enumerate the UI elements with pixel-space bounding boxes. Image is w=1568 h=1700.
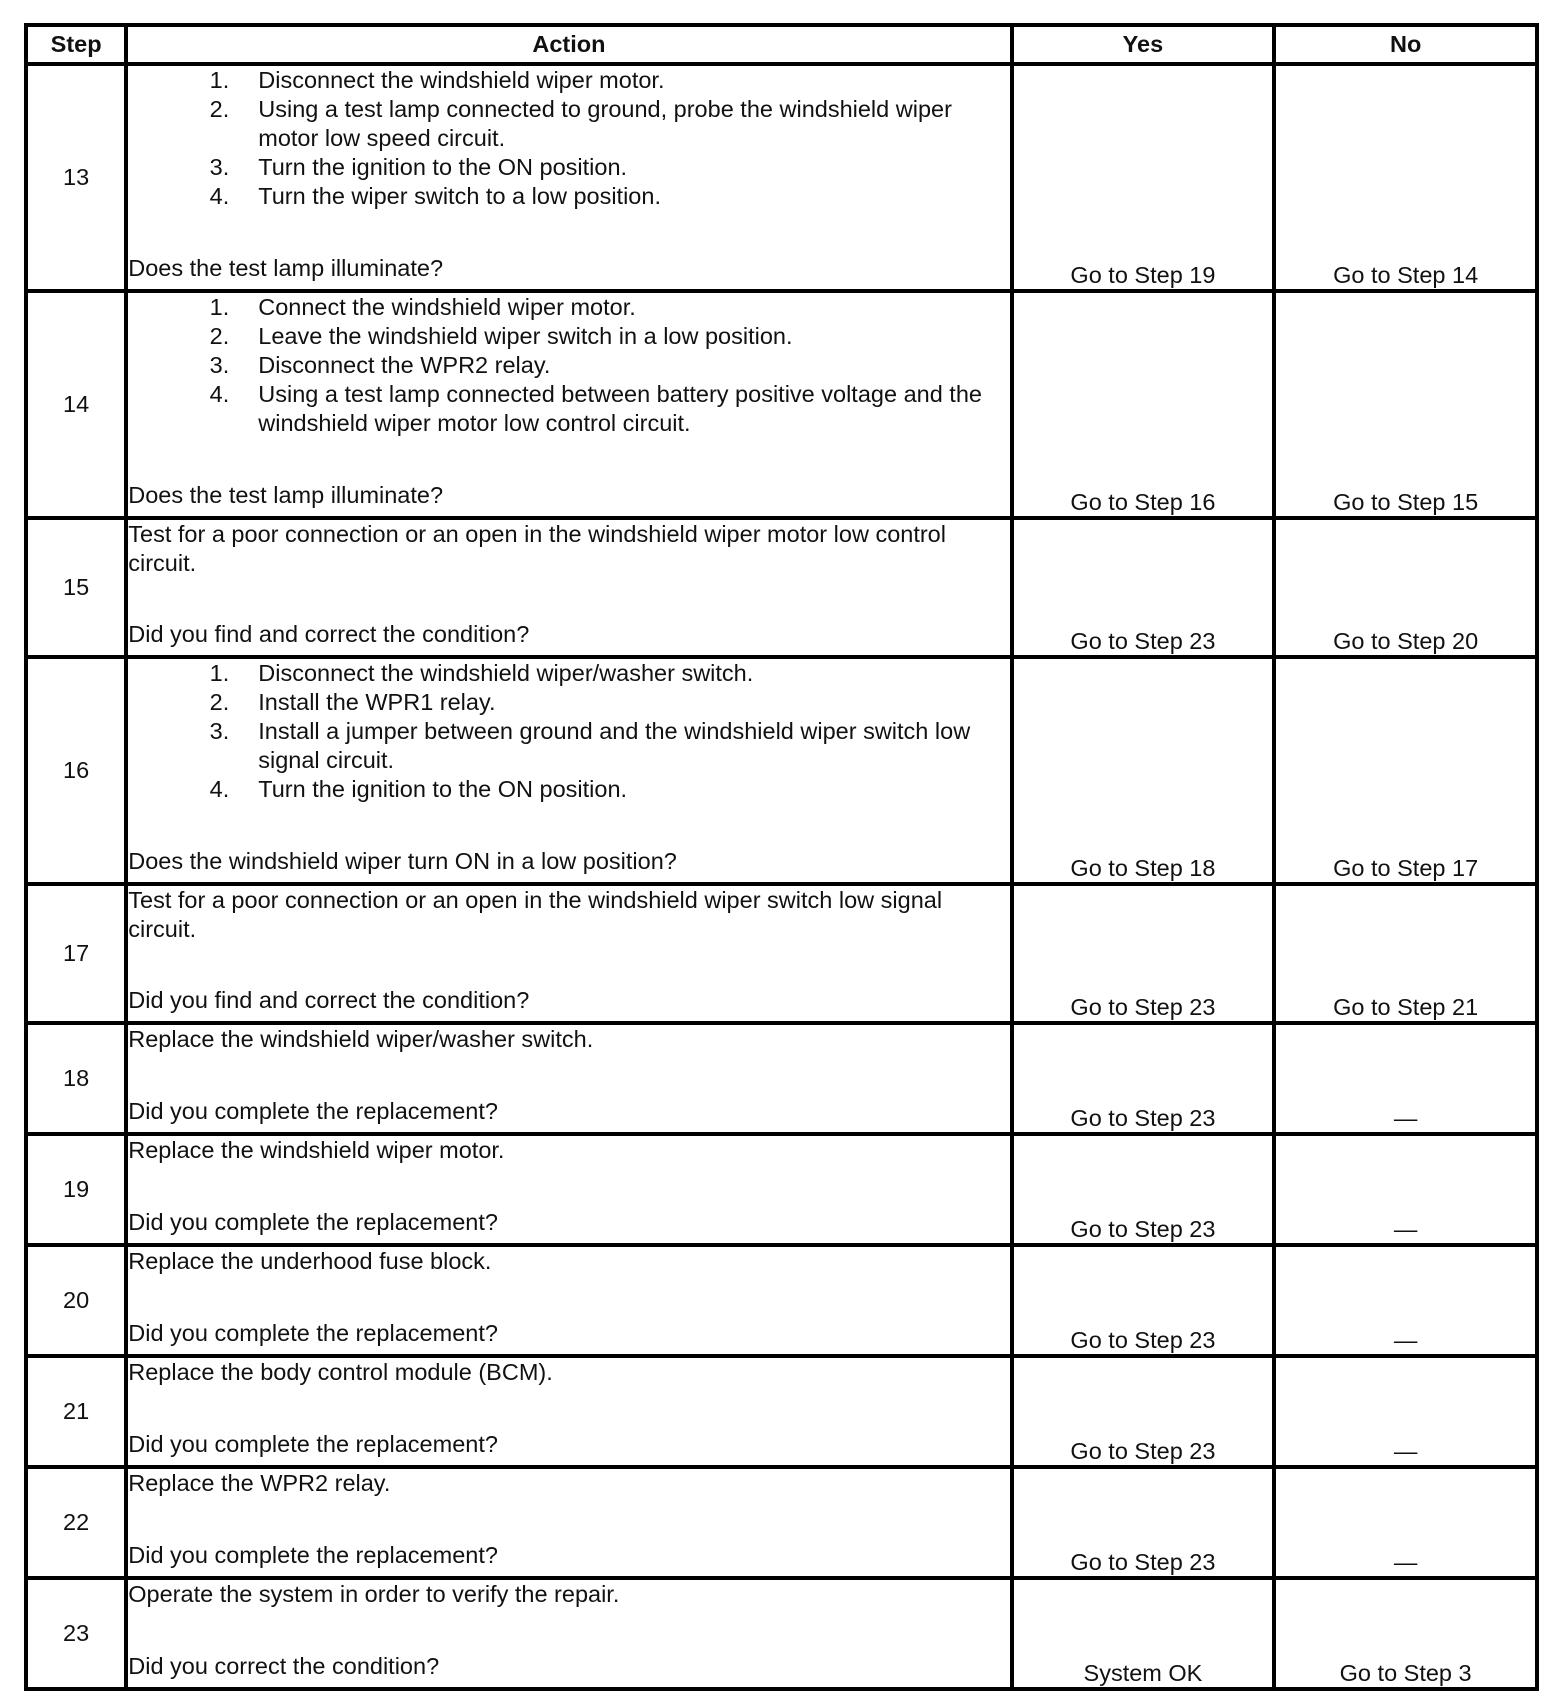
action-step-item: [128, 153, 1009, 182]
action-step-text: Turn the wiper switch to a low position.: [258, 183, 661, 209]
step-number: 15: [26, 518, 126, 657]
header-step: Step: [26, 25, 126, 64]
yes-result: Go to Step 16: [1012, 291, 1275, 518]
action-step-text: Turn the ignition to the ON position.: [258, 154, 628, 180]
yes-result: Go to Step 23: [1012, 884, 1275, 1023]
action-cell: [126, 1467, 1011, 1578]
yes-result: Go to Step 23: [1012, 1245, 1275, 1356]
step-number: 18: [26, 1023, 126, 1134]
action-question: Did you find and correct the condition?: [128, 987, 530, 1013]
no-result: Go to Step 17: [1274, 657, 1537, 884]
action-step-text: Disconnect the windshield wiper/washer switch.: [258, 660, 754, 686]
table-row: [26, 1467, 1537, 1578]
header-row: [26, 25, 1537, 64]
step-number: 22: [26, 1467, 126, 1578]
action-content: [128, 1136, 1009, 1239]
table-row: [26, 1578, 1537, 1689]
no-result: Go to Step 14: [1274, 64, 1537, 291]
yes-result: Go to Step 23: [1012, 1023, 1275, 1134]
action-content: [128, 1469, 1009, 1572]
header-yes: Yes: [1012, 25, 1275, 64]
no-result: Go to Step 20: [1274, 518, 1537, 657]
diagnostic-table: [24, 23, 1539, 1691]
action-text: Test for a poor connection or an open in the windshield wiper motor low control circuit.: [128, 521, 946, 576]
action-step-text: Leave the windshield wiper switch in a low position.: [258, 323, 793, 349]
step-number: 16: [26, 657, 126, 884]
diagnostic-table-container: [24, 23, 1539, 1691]
action-step-number: 1.: [209, 67, 230, 93]
action-content: [128, 1247, 1009, 1350]
action-step-number: 4.: [209, 183, 230, 209]
action-step-item: [128, 182, 1009, 211]
table-row: [26, 1023, 1537, 1134]
action-step-text: Disconnect the WPR2 relay.: [258, 352, 551, 378]
action-cell: [126, 884, 1011, 1023]
action-text: Replace the windshield wiper motor.: [128, 1137, 505, 1163]
table-row: [26, 518, 1537, 657]
action-step-text: Install the WPR1 relay.: [258, 689, 496, 715]
action-step-number: 3.: [209, 352, 230, 378]
action-steps-list: [128, 659, 1009, 804]
step-number: 13: [26, 64, 126, 291]
action-step-number: 3.: [209, 154, 230, 180]
table-row: [26, 1134, 1537, 1245]
action-question: Did you complete the replacement?: [128, 1431, 498, 1457]
yes-result: Go to Step 23: [1012, 1356, 1275, 1467]
action-steps-list: [128, 66, 1009, 211]
action-step-item: [128, 775, 1009, 804]
action-text: Replace the body control module (BCM).: [128, 1359, 553, 1385]
action-step-number: 4.: [209, 776, 230, 802]
action-steps-list: [128, 293, 1009, 438]
action-question: Did you complete the replacement?: [128, 1209, 498, 1235]
action-step-item: [128, 351, 1009, 380]
yes-result: Go to Step 23: [1012, 1467, 1275, 1578]
action-step-item: [128, 380, 1009, 438]
action-step-number: 2.: [209, 96, 230, 122]
action-step-text: Disconnect the windshield wiper motor.: [258, 67, 665, 93]
step-number: 17: [26, 884, 126, 1023]
action-text: Replace the WPR2 relay.: [128, 1470, 391, 1496]
action-question: Did you complete the replacement?: [128, 1542, 498, 1568]
action-step-item: [128, 659, 1009, 688]
action-step-text: Connect the windshield wiper motor.: [258, 294, 636, 320]
action-step-item: [128, 293, 1009, 322]
action-question: Did you complete the replacement?: [128, 1320, 498, 1346]
action-step-item: [128, 95, 1009, 153]
action-question: Did you find and correct the condition?: [128, 621, 530, 647]
table-row: [26, 64, 1537, 291]
action-content: [128, 1358, 1009, 1461]
no-result: Go to Step 3: [1274, 1578, 1537, 1689]
step-number: 21: [26, 1356, 126, 1467]
step-number: 20: [26, 1245, 126, 1356]
action-step-number: 3.: [209, 718, 230, 744]
action-content: [128, 886, 1009, 1017]
action-step-number: 1.: [209, 294, 230, 320]
action-cell: [126, 64, 1011, 291]
action-question: Does the windshield wiper turn ON in a low position?: [128, 848, 677, 874]
action-cell: [126, 1023, 1011, 1134]
no-result: —: [1274, 1467, 1537, 1578]
no-result: Go to Step 15: [1274, 291, 1537, 518]
action-cell: [126, 291, 1011, 518]
action-question: Did you correct the condition?: [128, 1653, 440, 1679]
table-row: [26, 291, 1537, 518]
table-row: [26, 1245, 1537, 1356]
action-question: Does the test lamp illuminate?: [128, 255, 444, 281]
no-result: —: [1274, 1134, 1537, 1245]
action-question: Does the test lamp illuminate?: [128, 482, 444, 508]
action-step-number: 4.: [209, 381, 230, 407]
action-text: Replace the underhood fuse block.: [128, 1248, 492, 1274]
no-result: —: [1274, 1245, 1537, 1356]
no-result: —: [1274, 1356, 1537, 1467]
action-step-item: [128, 688, 1009, 717]
step-number: 23: [26, 1578, 126, 1689]
action-question: Did you complete the replacement?: [128, 1098, 498, 1124]
step-number: 14: [26, 291, 126, 518]
action-content: [128, 520, 1009, 651]
action-cell: [126, 1578, 1011, 1689]
action-cell: [126, 1245, 1011, 1356]
action-content: [128, 66, 1009, 285]
action-step-number: 1.: [209, 660, 230, 686]
action-text: Test for a poor connection or an open in the windshield wiper switch low signal circuit.: [128, 887, 943, 942]
action-cell: [126, 1356, 1011, 1467]
action-cell: [126, 518, 1011, 657]
action-step-text: Turn the ignition to the ON position.: [258, 776, 628, 802]
yes-result: Go to Step 19: [1012, 64, 1275, 291]
header-action: Action: [126, 25, 1011, 64]
action-cell: [126, 657, 1011, 884]
no-result: —: [1274, 1023, 1537, 1134]
yes-result: Go to Step 23: [1012, 518, 1275, 657]
action-step-text: Using a test lamp connected between battery positive voltage and the windshield wiper motor low control circuit.: [258, 381, 982, 436]
action-text: Replace the windshield wiper/washer switch.: [128, 1026, 594, 1052]
yes-result: Go to Step 18: [1012, 657, 1275, 884]
table-row: [26, 657, 1537, 884]
no-result: Go to Step 21: [1274, 884, 1537, 1023]
action-step-text: Using a test lamp connected to ground, probe the windshield wiper motor low speed circuit.: [258, 96, 952, 151]
action-content: [128, 659, 1009, 878]
yes-result: Go to Step 23: [1012, 1134, 1275, 1245]
action-cell: [126, 1134, 1011, 1245]
action-content: [128, 1025, 1009, 1128]
action-step-number: 2.: [209, 689, 230, 715]
table-row: [26, 1356, 1537, 1467]
action-text: Operate the system in order to verify the repair.: [128, 1581, 620, 1607]
yes-result: System OK: [1012, 1578, 1275, 1689]
action-step-number: 2.: [209, 323, 230, 349]
action-step-item: [128, 322, 1009, 351]
table-row: [26, 884, 1537, 1023]
header-no: No: [1274, 25, 1537, 64]
action-step-text: Install a jumper between ground and the windshield wiper switch low signal circuit.: [258, 718, 971, 773]
action-step-item: [128, 717, 1009, 775]
action-content: [128, 1580, 1009, 1683]
action-step-item: [128, 66, 1009, 95]
step-number: 19: [26, 1134, 126, 1245]
action-content: [128, 293, 1009, 512]
